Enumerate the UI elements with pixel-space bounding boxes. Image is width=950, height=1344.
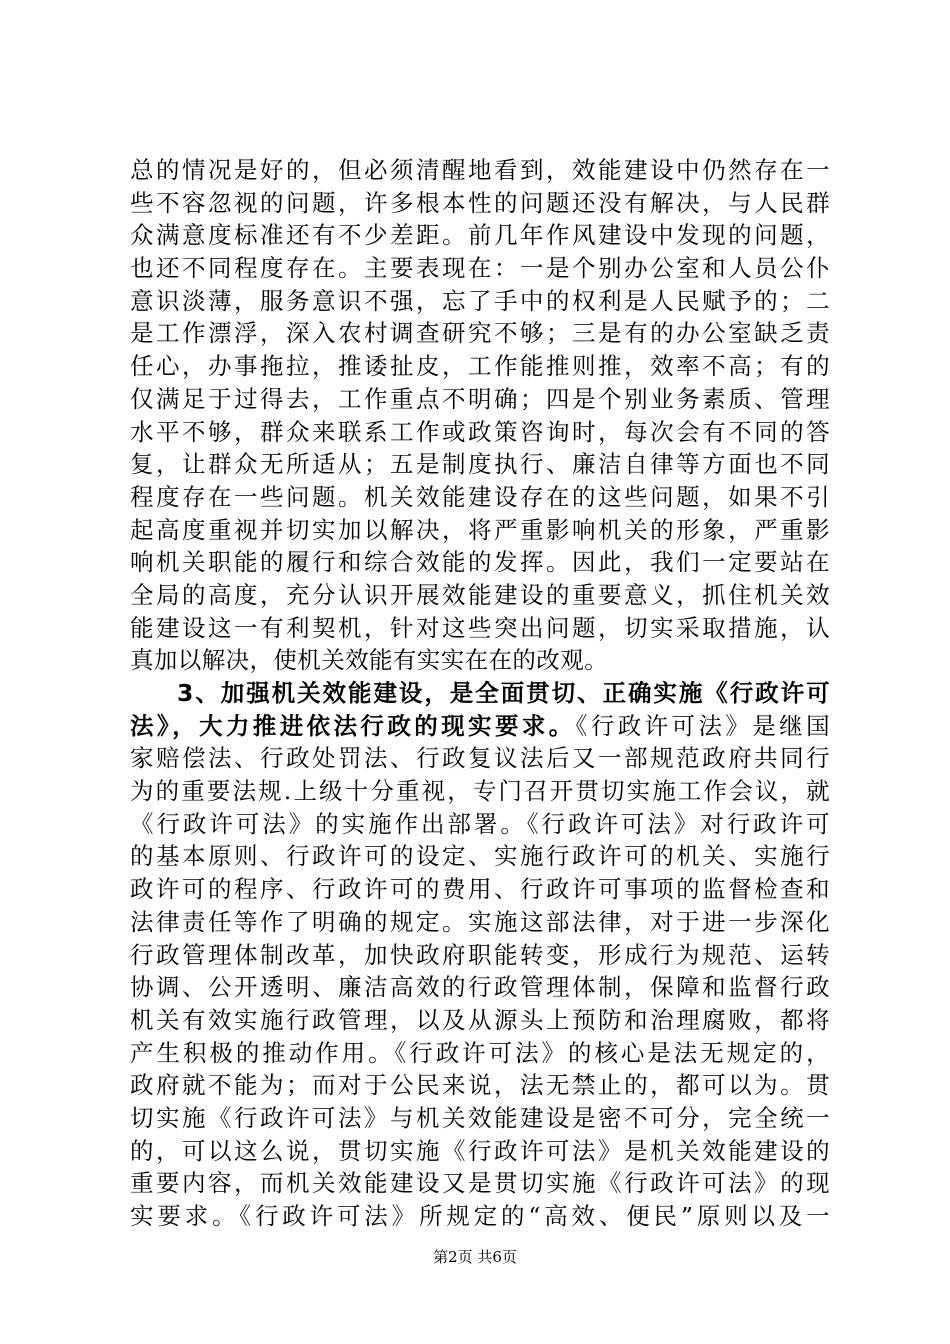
text-run: 《行政许可法》是继国: [575, 711, 830, 740]
paragraph-1: [130, 154, 830, 677]
text-line: 政府就不能为；而对于公民来说，法无禁止的，都可以为。贯: [130, 1071, 830, 1100]
text-line: 的，可以这么说，贯切实施《行政许可法》是机关效能建设的: [130, 1136, 830, 1165]
text-line: 的基本原则、行政许可的设定、实施行政许可的机关、实施行: [130, 842, 830, 871]
text-line: 水平不够，群众来联系工作或政策咨询时，每次会有不同的答: [130, 417, 830, 446]
text-line: 是工作漂浮，深入农村调查研究不够；三是有的办公室缺乏责: [130, 319, 830, 348]
text-line: 协调、公开透明、廉洁高效的行政管理体制，保障和监督行政: [130, 973, 830, 1002]
text-line: 全局的高度，充分认识开展效能建设的重要意义，抓住机关效: [130, 580, 830, 609]
text-line: 起高度重视并切实加以解决，将严重影响机关的形象，严重影: [130, 515, 830, 544]
text-line: 家赔偿法、行政处罚法、行政复议法后又一部规范政府共同行: [130, 744, 830, 773]
document-body: [130, 154, 830, 1233]
text-line: 些不容忽视的问题，许多根本性的问题还没有解决，与人民群: [130, 188, 830, 217]
text-line: 法律责任等作了明确的规定。实施这部法律，对于进一步深化: [130, 907, 830, 936]
text-line: 实要求。《行政许可法》所规定的“高效、便民”原则以及一: [130, 1202, 830, 1230]
text-line: 《行政许可法》的实施作出部署。《行政许可法》对行政许可: [130, 809, 830, 838]
text-line: 能建设这一有利契机，针对这些突出问题，切实采取措施，认: [130, 613, 830, 642]
text-line: 政许可的程序、行政许可的费用、行政许可事项的监督检查和: [130, 875, 830, 904]
text-line: 也还不同程度存在。主要表现在：一是个别办公室和人员公仆: [130, 254, 830, 283]
text-line: 众满意度标准还有不少差距。前几年作风建设中发现的问题，: [130, 221, 830, 250]
text-line: 切实施《行政许可法》与机关效能建设是密不可分，完全统一: [130, 1103, 830, 1132]
text-line: 意识淡薄，服务意识不强，忘了手中的权利是人民赋予的；二: [130, 286, 830, 315]
text-line: 总的情况是好的，但必须清醒地看到，效能建设中仍然存在一: [130, 156, 830, 184]
page-number: 第2页 共6页: [433, 1248, 517, 1266]
paragraph-2: [130, 677, 830, 1233]
text-line: 仅满足于过得去，工作重点不明确；四是个别业务素质、管理: [130, 384, 830, 413]
text-line: 为的重要法规.上级十分重视，专门召开贯切实施工作会议，就: [130, 777, 830, 806]
section-heading: 3、加强机关效能建设，是全面贯切、正确实施《行政许可: [177, 679, 830, 707]
text-line: 任心，办事拖拉，推诿扯皮，工作能推则推，效率不高；有的: [130, 352, 830, 381]
text-line: 程度存在一些问题。机关效能建设存在的这些问题，如果不引: [130, 482, 830, 511]
text-line: 响机关职能的履行和综合效能的发挥。因此，我们一定要站在: [130, 548, 830, 577]
text-line: [130, 710, 830, 743]
text-line: 真加以解决，使机关效能有实实在在的改观。: [130, 646, 608, 675]
text-line: 行政管理体制改革，加快政府职能转变，形成行为规范、运转: [130, 940, 830, 969]
text-line: 产生积极的推动作用。《行政许可法》的核心是法无规定的，: [130, 1038, 830, 1067]
section-heading-continued: 法》，大力推进依法行政的现实要求。: [130, 711, 576, 740]
text-line: 重要内容，而机关效能建设又是贯切实施《行政许可法》的现: [130, 1169, 830, 1198]
text-line: 机关有效实施行政管理，以及从源头上预防和治理腐败，都将: [130, 1005, 830, 1034]
text-line: 复，让群众无所适从；五是制度执行、廉洁自律等方面也不同: [130, 450, 830, 479]
